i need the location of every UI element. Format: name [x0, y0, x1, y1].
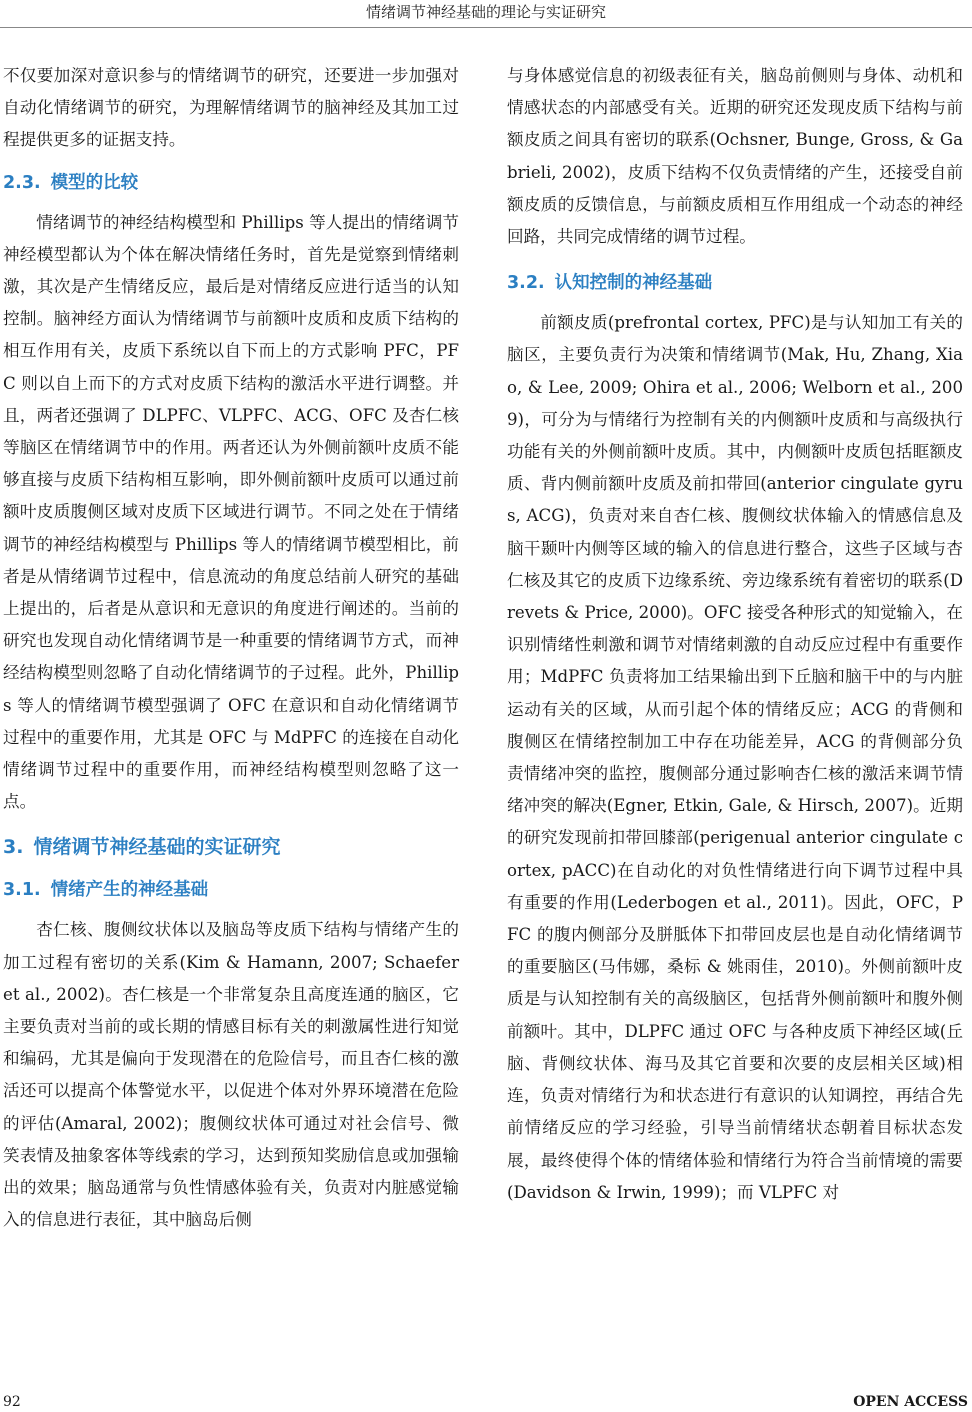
open-access-tag: OPEN ACCESS	[853, 1394, 968, 1410]
paragraph-model-comparison: 情绪调节的神经结构模型和 Phillips 等人提出的情绪调节神经模型都认为个体在解决情绪任务时，首先是觉察到情绪刺激，其次是产生情绪反应，最后是对情绪反应进行适当的认知控制。脑神经方面认为情绪调节与前额叶皮质和皮质下结构的相互作用有关，皮质下系统以自下而上的方式影响 PFC，PFC 则以自上而下的方式对皮质下结构的激活水平进行调整。并且，两者还强调了 DLPFC、VLPFC、ACG、OFC 及杏仁核等脑区在情绪调节中的作用。两者还认为外侧前额叶皮质不能够直接与皮质下结构相互影响，即外侧前额叶皮质可以通过前额叶皮质腹侧区域对皮质下区域进行调节。不同之处在于情绪调节的神经结构模型与 Phillips 等人的情绪调节模型相比，前者是从情绪调节过程中，信息流动的角度总结前人研究的基础上提出的，后者是从意识和无意识的角度进行阐述的。当前的研究也发现自动化情绪调节是一种重要的情绪调节方式，而神经结构模型则忽略了自动化情绪调节的子过程。此外，Phillips 等人的情绪调节模型强调了 OFC 在意识和自动化情绪调节过程中的重要作用，尤其是 OFC 与 MdPFC 的连接在自动化情绪调节过程中的重要作用，而神经结构模型则忽略了这一点。	[3, 212, 459, 812]
section-heading-3-2	[507, 267, 963, 299]
page-number: 92	[3, 1394, 21, 1410]
section-number: 3.2.	[507, 273, 545, 294]
section-number: 3.1.	[3, 880, 41, 901]
header-divider	[0, 27, 972, 28]
section-title: 情绪调节神经基础的实证研究	[33, 836, 281, 859]
section-heading-3-1	[3, 874, 459, 906]
section-title: 模型的比较	[50, 172, 139, 193]
section-heading-2-3	[3, 167, 459, 199]
left-column	[3, 60, 459, 1237]
running-header: 情绪调节神经基础的理论与实证研究	[365, 3, 606, 21]
section-number: 3.	[3, 836, 24, 859]
right-column	[507, 60, 963, 1209]
section-title: 情绪产生的神经基础	[50, 880, 209, 901]
section-title: 认知控制的神经基础	[554, 273, 713, 294]
paragraph-intro: 不仅要加深对意识参与的情绪调节的研究，还要进一步加强对自动化情绪调节的研究，为理解情绪调节的脑神经及其加工过程提供更多的证据支持。	[3, 66, 459, 150]
page-footer	[0, 1394, 972, 1412]
paragraph-cognitive-control: 前额皮质(prefrontal cortex, PFC)是与认知加工有关的脑区，主要负责行为决策和情绪调节(Mak, Hu, Zhang, Xiao, & Lee, 2009; Ohira et al., 2006; Welborn et al., 2009)，可分为与情绪行为控制有关的内侧额叶皮质和与高级执行功能有关的外侧前额叶皮质。其中，内侧额叶皮质包括眶额皮质、背内侧前额叶皮质及前扣带回(anterior cingulate gyrus, ACG)，负责对来自杏仁核、腹侧纹状体输入的情感信息及脑干颞叶内侧等区域的输入的信息进行整合，这些子区域与杏仁核及其它的皮质下边缘系统、旁边缘系统有着密切的联系(Drevets & Price, 2000)。OFC 接受各种形式的知觉输入，在识别情绪性刺激和调节对情绪刺激的自动反应过程中有重要作用；MdPFC 负责将加工结果输出到下丘脑和脑干中的与内脏运动有关的区域，从而引起个体的情绪反应；ACG 的背侧和腹侧区在情绪控制加工中存在功能差异，ACG 的背侧部分负责情绪冲突的监控，腹侧部分通过影响杏仁核的激活来调节情绪冲突的解决(Egner, Etkin, Gale, & Hirsch, 2007)。近期的研究发现前扣带回膝部(perigenual anterior cingulate cortex, pACC)在自动化的对负性情绪进行向下调节过程中具有重要的作用(Lederbogen et al., 2011)。因此，OFC，PFC 的腹内侧部分及胼胝体下扣带回皮层也是自动化情绪调节的重要脑区(马伟娜，桑标 & 姚雨佳，2010)。外侧前额叶皮质是与认知控制有关的高级脑区，包括背外侧前额叶和腹外侧前额叶。其中，DLPFC 通过 OFC 与各种皮质下神经区域(丘脑、背侧纹状体、海马及其它首要和次要的皮层相关区域)相连，负责对情绪行为和状态进行有意识的认知调控，再结合先前情绪反应的学习经验，引导当前情绪状态朝着目标状态发展，最终使得个体的情绪体验和情绪行为符合当前情境的需要(Davidson & Irwin, 1999)；而 VLPFC 对	[507, 313, 963, 1202]
paragraph-continued: 与身体感觉信息的初级表征有关，脑岛前侧则与身体、动机和情感状态的内部感受有关。近期的研究还发现皮质下结构与前额皮质之间具有密切的联系(Ochsner, Bunge, Gross, & Gabrieli, 2002)，皮质下结构不仅负责情绪的产生，还接受自前额皮质的反馈信息，与前额皮质相互作用组成一个动态的神经回路，共同完成情绪的调节过程。	[507, 66, 963, 247]
paragraph-emotion-generation: 杏仁核、腹侧纹状体以及脑岛等皮质下结构与情绪产生的加工过程有密切的关系(Kim & Hamann, 2007; Schaefer et al., 2002)。杏仁核是一个非常复杂且高度连通的脑区，它主要负责对当前的或长期的情感目标有关的刺激属性进行知觉和编码，尤其是偏向于发现潜在的危险信号，而且杏仁核的激活还可以提高个体警觉水平，以促进个体对外界环境潜在危险的评估(Amaral, 2002)；腹侧纹状体可通过对社会信号、微笑表情及抽象客体等线索的学习，达到预知奖励信息或加强输出的效果；脑岛通常与负性情感体验有关，负责对内脏感觉输入的信息进行表征，其中脑岛后侧	[3, 920, 459, 1230]
section-heading-3	[3, 830, 459, 864]
section-number: 2.3.	[3, 172, 41, 193]
